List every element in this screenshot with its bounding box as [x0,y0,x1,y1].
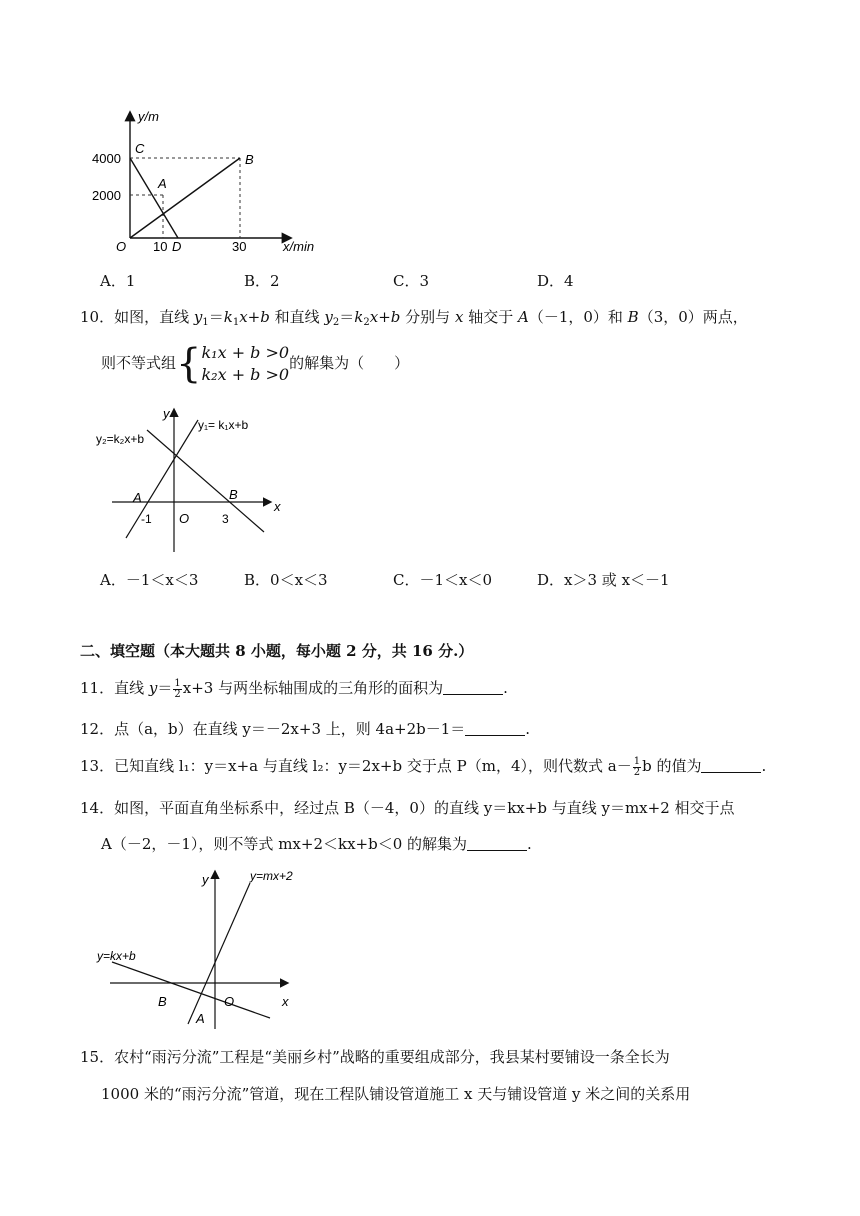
q12: 12．点（a，b）在直线 y＝－2x+3 上，则 4a+2b－1＝ . [80,720,531,738]
answer-blank[interactable] [465,721,525,736]
label-x: x [282,994,289,1009]
section-heading: 二、填空题（本大题共 8 小题，每小题 2 分，共 16 分.） [80,642,474,660]
answer-blank[interactable] [467,836,527,851]
label-O: O [116,239,127,254]
tick-minus1: -1 [141,512,152,526]
tick-30: 30 [232,239,247,254]
answer-blank[interactable] [443,680,503,695]
label-y2: y₂=k₂x+b [96,432,145,446]
label-y1: y₁= k₁x+b [198,418,249,432]
label-D: D [172,239,182,254]
q10-figure [92,405,292,555]
label-C: C [135,141,145,156]
line-mx2 [188,883,250,1024]
q13: 13．已知直线 l₁：y＝x+a 与直线 l₂：y＝2x+b 交于点 P（m，4），则代数式 a－ $\frac{1}{2}$ b 的值为 . [80,755,767,778]
line-CD [130,158,178,238]
line-OB [130,158,240,238]
q10-option-b: B．0＜x＜3 [244,571,328,589]
q14-line1: 14．如图，平面直角坐标系中，经过点 B（－4，0）的直线 y＝kx+b 与直线 y＝mx+2 相交于点 [80,799,735,817]
q15-line2: 1000 米的“雨污分流”管道，现在工程队铺设管道施工 x 天与铺设管道 y 米之间的关系用 [101,1085,691,1103]
q10-option-d: D．x＞3 或 x＜－1 [537,571,670,589]
ylabel: y/m [138,109,159,124]
label-x: x [274,499,281,514]
q10-stem-line1: 10．如图，直线 $y_1=k_1x+b$ 和直线 $y_2=k_2x+b$ 分别与 x 轴交于 A（－1，0）和 B（3，0）两点， [80,308,748,328]
tick-2000: 2000 [92,188,121,203]
label-mx2: y=mx+2 [250,869,293,883]
tick-3: 3 [222,512,229,526]
tick-4000: 4000 [92,151,121,166]
label-kxb: y=kx+b [97,949,136,963]
label-A: A [196,1011,205,1026]
line-kxb [112,962,270,1018]
label-B: B [158,994,167,1009]
label-A: A [133,490,142,505]
q11: 11．直线 y＝ $\frac{1}{2}$ x+3 与两坐标轴围成的三角形的面积为 . [80,677,508,700]
q10-option-a: A．－1＜x＜3 [100,571,199,589]
ineq-1: k₁x + b >0 [201,343,290,362]
q10-option-c: C．－1＜x＜0 [393,571,493,589]
label-y: y [163,406,170,421]
label-B: B [229,487,238,502]
q9-option-a: A．1 [100,272,136,290]
q15-line1: 15．农村“雨污分流”工程是“美丽乡村”战略的重要组成部分，我县某村要铺设一条全长为 [80,1048,670,1066]
ineq-2: k₂x + b >0 [201,365,290,384]
q9-option-c: C．3 [393,272,430,290]
line-y2 [147,430,264,532]
xlabel: x/min [283,239,315,254]
q14-figure [92,866,302,1031]
label-B: B [245,152,254,167]
label-y: y [202,872,209,887]
label-A: A [158,176,167,191]
label-O: O [179,511,190,526]
q9-figure [90,105,340,255]
q9-option-d: D．4 [537,272,574,290]
q9-option-b: B．2 [244,272,280,290]
label-O: O [224,994,235,1009]
q14-line2: A（－2，－1），则不等式 mx+2＜kx+b＜0 的解集为 . [101,835,532,853]
answer-blank[interactable] [701,758,761,773]
tick-10: 10 [153,239,168,254]
q10-stem-line2: 则不等式组{ k₁x + b >0 k₂x + b >0 的解集为（ ） [101,341,410,387]
